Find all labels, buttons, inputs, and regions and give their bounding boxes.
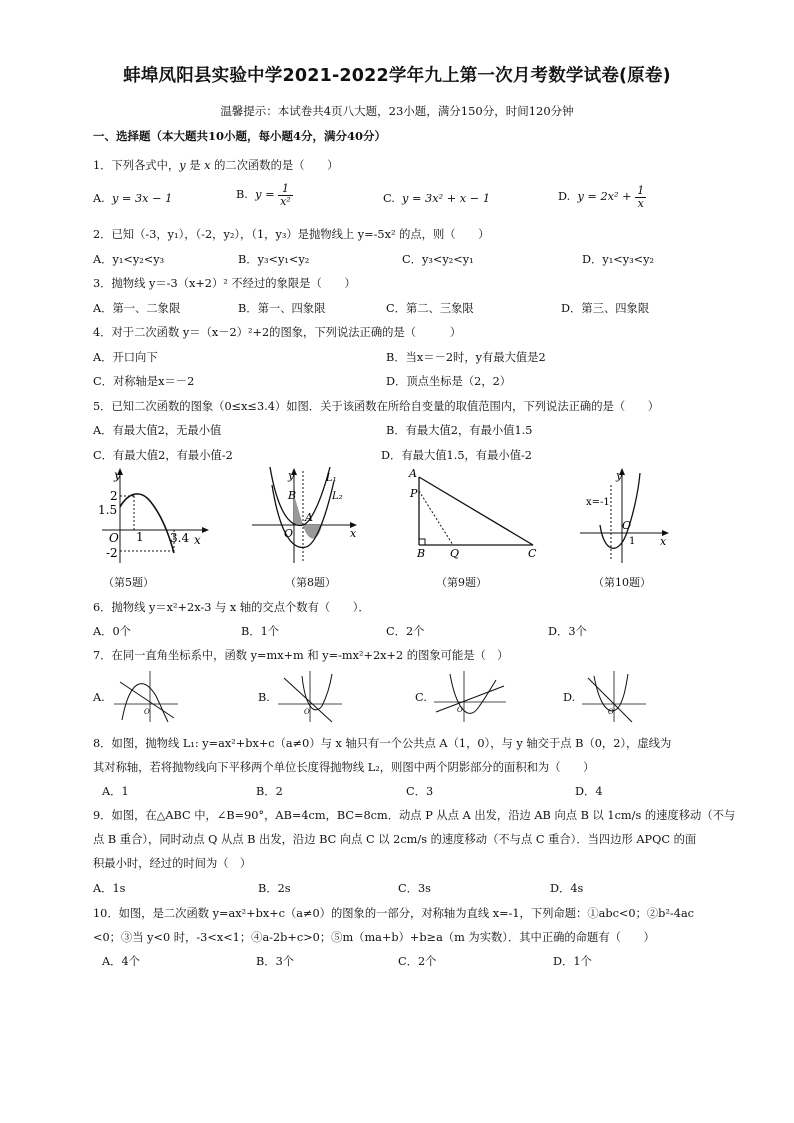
- fig8-y-label: y: [288, 469, 295, 482]
- q1-stem: 1．下列各式中，y 是 x 的二次函数的是（ ）: [93, 159, 339, 172]
- q9-option-a: A．1s: [93, 882, 126, 895]
- fig5-tick-neg2: -2: [106, 546, 118, 560]
- fig9-point-q: Q: [450, 547, 460, 560]
- q8-stem-line1: 8．如图，抛物线 L₁: y=ax²+bx+c（a≠0）与 x 轴只有一个公共点 A（1，0），与 y 轴交于点 B（0，2），虚线为: [93, 737, 672, 750]
- page-title: 蚌埠凤阳县实验中学2021-2022学年九上第一次月考数学试卷(原卷): [123, 66, 671, 86]
- q9-stem-line1: 9．如图，在△ABC 中，∠B=90°，AB=4cm，BC=8cm．动点 P 从点 A 出发，沿边 AB 向点 B 以 1cm/s 的速度移动（不与: [93, 809, 736, 822]
- fig9-point-p: P: [410, 487, 418, 500]
- q5-option-a: A．有最大值2，无最小值: [93, 424, 222, 437]
- fig5-tick-2: 2: [110, 489, 118, 503]
- q4-option-d: D．顶点坐标是（2，2）: [386, 375, 512, 388]
- q5-stem: 5．已知二次函数的图象（0≤x≤3.4）如图．关于该函数在所给自变量的取值范围内，下列说法正确的是（ ）: [93, 400, 660, 413]
- svg-text:O: O: [457, 706, 463, 714]
- fig10-x-label: x: [660, 535, 667, 548]
- q6-option-d: D．3个: [548, 625, 587, 638]
- q7-option-d-label: D.: [563, 691, 576, 704]
- fig9-point-c: C: [528, 547, 537, 560]
- q2-option-a: A．y₁<y₂<y₃: [93, 253, 165, 266]
- q5-option-d: D．有最大值1.5，有最小值-2: [381, 449, 532, 462]
- q3-option-a: A．第一、二象限: [93, 302, 181, 315]
- fig10-axis-label: x=-1: [586, 497, 610, 508]
- q1-option-b: B. y = $\frac{1}{\text{x²}}$: [236, 182, 291, 208]
- q2-stem: 2．已知（-3，y₁），（-2，y₂），（1，y₃）是抛物线上 y=-5x² 的点，则（ ）: [93, 228, 490, 241]
- q4-option-b: B．当x＝－2时，y有最大值是2: [386, 351, 546, 364]
- figure-9: [405, 465, 545, 565]
- q10-option-d: D．1个: [553, 955, 592, 968]
- q8-option-d: D．4: [575, 785, 603, 798]
- fig8-point-b: B: [288, 489, 297, 502]
- section-heading: 一、选择题（本大题共10小题，每小题4分，满分40分）: [93, 129, 387, 143]
- q1-option-c: C. y = 3x² + x − 1: [383, 192, 491, 205]
- q8-option-a: A．1: [102, 785, 129, 798]
- fig5-tick-1: 1: [136, 530, 144, 544]
- fig5-x-label: x: [194, 533, 201, 547]
- q6-stem: 6．抛物线 y＝x²+2x-3 与 x 轴的交点个数有（ ）．: [93, 601, 370, 614]
- q7-option-a-graph: [112, 668, 184, 724]
- svg-text:O: O: [608, 708, 614, 716]
- caption-fig10: （第10题）: [593, 576, 651, 589]
- q8-option-b: B．2: [256, 785, 283, 798]
- q6-option-c: C．2个: [386, 625, 425, 638]
- caption-fig9: （第9题）: [436, 576, 487, 589]
- q6-option-a: A．0个: [93, 625, 131, 638]
- fig5-tick-1-5: 1.5: [98, 503, 118, 517]
- exam-tip: 温馨提示：本试卷共4页八大题，23小题，满分150分，时间120分钟: [220, 104, 574, 118]
- fig10-tick-1: 1: [629, 536, 636, 547]
- q4-stem: 4．对于二次函数 y＝（x－2）²+2的图象，下列说法正确的是（ ）: [93, 326, 462, 339]
- q5-option-c: C．有最大值2，有最小值-2: [93, 449, 233, 462]
- fig9-point-b: B: [417, 547, 426, 560]
- q7-option-c-graph: [432, 668, 512, 724]
- q3-option-c: C．第二、三象限: [386, 302, 474, 315]
- q10-stem-line1: 10．如图，是二次函数 y=ax²+bx+c（a≠0）的图象的一部分，对称轴为直线 x=-1，下列命题：①abc<0；②b²-4ac: [93, 907, 694, 920]
- q7-option-d-graph: [580, 668, 652, 724]
- q7-option-a-label: A.: [93, 691, 105, 704]
- q6-option-b: B．1个: [241, 625, 280, 638]
- svg-text:O: O: [304, 708, 310, 716]
- q3-option-d: D．第三、四象限: [561, 302, 650, 315]
- q8-option-c: C．3: [406, 785, 434, 798]
- q7-stem: 7．在同一直角坐标系中，函数 y=mx+m 和 y=-mx²+2x+2 的图象可能是（ ）: [93, 649, 509, 662]
- q10-option-b: B．3个: [256, 955, 295, 968]
- q5-option-b: B．有最大值2，有最小值1.5: [386, 424, 533, 437]
- fig9-point-a: A: [409, 467, 417, 480]
- q7-option-b-label: B.: [258, 691, 270, 704]
- fig10-y-label: y: [616, 469, 623, 482]
- q1-option-d: D. y = 2x² + $\frac{1}{x}$: [558, 184, 645, 210]
- q9-stem-line2: 点 B 重合），同时动点 Q 从点 B 出发，沿边 BC 向点 C 以 2cm/s 的速度移动（不与点 C 重合）．当四边形 APQC 的面: [93, 833, 697, 846]
- q3-option-b: B．第一、四象限: [238, 302, 326, 315]
- figure-5: [98, 465, 213, 565]
- q2-option-b: B．y₃<y₁<y₂: [238, 253, 310, 266]
- svg-text:O: O: [144, 708, 150, 716]
- figure-10: [578, 465, 673, 565]
- fig8-point-a: A: [305, 511, 313, 524]
- q4-option-a: A．开口向下: [93, 351, 158, 364]
- q4-option-c: C．对称轴是x＝－2: [93, 375, 195, 388]
- fig8-x-label: x: [350, 527, 357, 540]
- q8-stem-line2: 其对称轴，若将抛物线向下平移两个单位长度得抛物线 L₂，则图中两个阴影部分的面积和为（ ）: [93, 761, 595, 774]
- q9-option-d: D．4s: [550, 882, 584, 895]
- q10-stem-line2: <0；③当 y<0 时，-3<x<1；④a-2b+c>0；⑤m（ma+b）+b≥a（m 为实数）．其中正确的命题有（ ）: [93, 931, 655, 944]
- q9-option-c: C．3s: [398, 882, 431, 895]
- q3-stem: 3．抛物线 y＝-3（x+2）² 不经过的象限是（ ）: [93, 277, 356, 290]
- fig8-origin: O: [284, 527, 294, 540]
- caption-fig5: （第5题）: [103, 576, 154, 589]
- q7-option-b-graph: [276, 668, 348, 724]
- q9-stem-line3: 积最小时，经过的时间为（ ）: [93, 857, 252, 870]
- figure-8: [250, 465, 360, 565]
- q9-option-b: B．2s: [258, 882, 291, 895]
- fig10-origin: O: [622, 519, 632, 532]
- fig8-l2-label: L₂: [332, 491, 343, 502]
- q2-option-c: C．y₃<y₂<y₁: [402, 253, 474, 266]
- q10-option-c: C．2个: [398, 955, 437, 968]
- q2-option-d: D．y₁<y₃<y₂: [582, 253, 655, 266]
- q1-option-a: A. y = 3x − 1: [93, 192, 173, 205]
- q10-option-a: A．4个: [102, 955, 140, 968]
- fig5-tick-3-4: 3.4: [170, 531, 190, 545]
- caption-fig8: （第8题）: [285, 576, 336, 589]
- q7-option-c-label: C.: [415, 691, 427, 704]
- fig5-y-label: y: [114, 468, 121, 482]
- fig8-l1-label: L₁: [326, 473, 337, 484]
- fig5-origin: O: [109, 531, 119, 545]
